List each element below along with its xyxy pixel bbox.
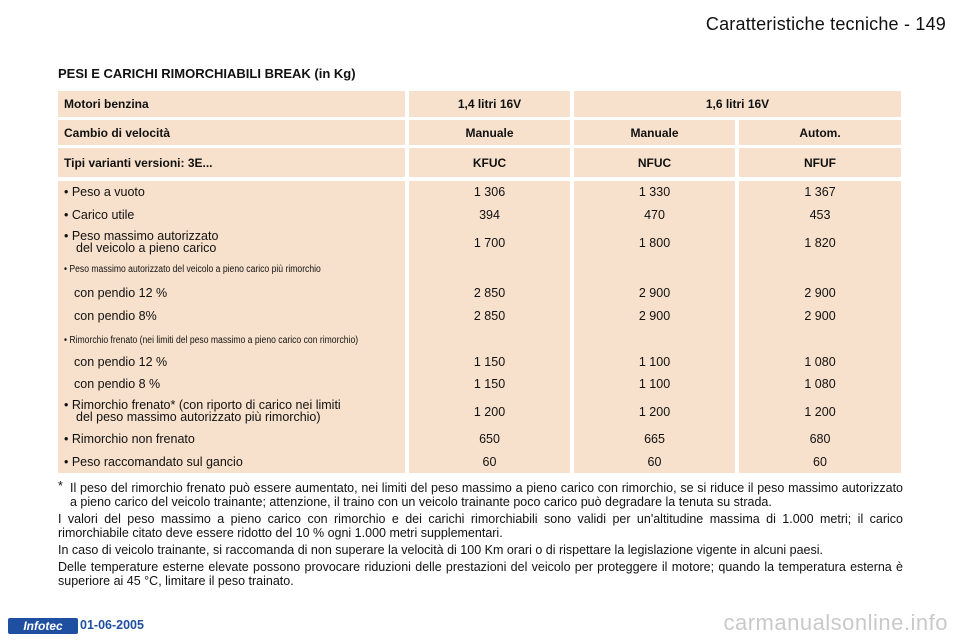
header-engine-16: 1,6 litri 16V bbox=[574, 91, 901, 117]
header-variant-1: KFUC bbox=[409, 148, 570, 177]
table-body bbox=[58, 181, 901, 473]
table-column-bg bbox=[409, 181, 570, 473]
row-value: 1 150 bbox=[473, 355, 506, 369]
table-column-bg bbox=[739, 181, 901, 473]
row-value: 60 bbox=[482, 455, 497, 469]
note-paragraph: Delle temperature esterne elevate possono provocare riduzioni delle prestazioni del veicolo per proteggere il motore; quando la temperatura esterna è superiore ai 45 °C, limitare il peso trainato. bbox=[58, 560, 903, 588]
row-value: 1 100 bbox=[638, 355, 671, 369]
page-header: Caratteristiche tecniche - 149 bbox=[705, 14, 946, 34]
row-value: 2 850 bbox=[473, 286, 506, 300]
note-paragraph: In caso di veicolo trainante, si raccomanda di non superare la velocità di 100 Km orari o di rispettare la legislazione vigente in alcuni paesi. bbox=[58, 543, 824, 557]
row-value: 2 900 bbox=[638, 286, 671, 300]
row-label: con pendio 12 % bbox=[74, 286, 168, 300]
row-value: 1 367 bbox=[804, 185, 836, 199]
footnote-text: Il peso del rimorchio frenato può essere aumentato, nei limiti del peso massimo a pieno carico con rimorchio, se si riduce il peso massimo autorizzato a pieno carico del veicolo trainante; attenzione, il traino con un veicolo trainante poco carico può degradare la tenuta su strada. bbox=[70, 481, 903, 509]
row-value: 1 080 bbox=[804, 355, 836, 369]
note-paragraph: I valori del peso massimo a pieno carico con rimorchio e dei carichi rimorchiabili sono validi per un'altitudine massima di 1.000 metri; il carico rimorchiabile citato deve essere ridotto del 10 % ogni 1.000 metri supplementari. bbox=[58, 512, 903, 540]
row-value: 1 800 bbox=[638, 236, 671, 250]
header-engine-14: 1,4 litri 16V bbox=[409, 91, 570, 117]
watermark: carmanualsonline.info bbox=[723, 610, 948, 635]
row-value: 650 bbox=[479, 432, 500, 446]
row-label-continued: del veicolo a pieno carico bbox=[76, 241, 217, 255]
row-label: • Carico utile bbox=[64, 208, 135, 222]
infotec-logo: Infotec bbox=[8, 618, 78, 634]
header-gearbox-2: Manuale bbox=[574, 120, 735, 145]
footnote bbox=[58, 481, 903, 509]
row-label: con pendio 8% bbox=[74, 309, 157, 323]
header-label: Cambio di velocità bbox=[58, 120, 405, 145]
footnote-marker: * bbox=[58, 479, 63, 493]
row-label: • Rimorchio non frenato bbox=[64, 432, 195, 446]
row-label: • Peso a vuoto bbox=[64, 185, 145, 199]
row-value: 60 bbox=[813, 455, 827, 469]
row-value: 1 200 bbox=[473, 405, 506, 419]
row-value: 1 820 bbox=[804, 236, 836, 250]
row-value: 1 306 bbox=[473, 185, 506, 199]
row-value: 2 900 bbox=[804, 309, 836, 323]
row-value: 1 150 bbox=[473, 377, 506, 391]
header-label: Tipi varianti versioni: 3E... bbox=[58, 148, 405, 177]
header-variant-2: NFUC bbox=[574, 148, 735, 177]
row-label: • Rimorchio frenato* (con riporto di carico nei limiti bbox=[64, 398, 341, 412]
table-header-gearbox bbox=[58, 120, 901, 145]
row-value: 60 bbox=[647, 455, 662, 469]
table-column-bg bbox=[58, 181, 405, 473]
row-label: • Peso massimo autorizzato del veicolo a pieno carico più rimorchio bbox=[64, 264, 321, 275]
table-column-bg bbox=[574, 181, 735, 473]
row-value: 1 080 bbox=[804, 377, 836, 391]
row-label: • Rimorchio frenato (nei limiti del peso massimo a pieno carico con rimorchio) bbox=[64, 335, 359, 346]
row-label: con pendio 8 % bbox=[74, 377, 161, 391]
row-value: 1 330 bbox=[638, 185, 671, 199]
notes-section bbox=[58, 481, 903, 591]
row-label: • Peso massimo autorizzato bbox=[64, 229, 219, 243]
row-label: • Peso raccomandato sul gancio bbox=[64, 455, 243, 469]
row-label-continued: del peso massimo autorizzato più rimorchio) bbox=[76, 410, 321, 424]
header-label: Motori benzina bbox=[58, 91, 405, 117]
header-gearbox-1: Manuale bbox=[409, 120, 570, 145]
table-header-engines bbox=[58, 91, 901, 117]
table-row bbox=[58, 398, 901, 426]
row-value: 1 100 bbox=[638, 377, 671, 391]
row-value: 470 bbox=[644, 208, 665, 222]
row-value: 394 bbox=[479, 208, 500, 222]
row-value: 2 900 bbox=[638, 309, 671, 323]
table-header-variants bbox=[58, 148, 901, 177]
row-value: 1 200 bbox=[638, 405, 671, 419]
footer-date: 01-06-2005 bbox=[80, 618, 144, 632]
row-value: 680 bbox=[809, 432, 831, 446]
row-value: 1 200 bbox=[804, 405, 836, 419]
row-value: 453 bbox=[809, 208, 831, 222]
section-title: PESI E CARICHI RIMORCHIABILI BREAK (in Kg) bbox=[58, 66, 356, 81]
row-value: 2 900 bbox=[804, 286, 836, 300]
row-label: con pendio 12 % bbox=[74, 355, 168, 369]
table-row bbox=[58, 229, 901, 257]
row-value: 665 bbox=[644, 432, 665, 446]
row-value: 2 850 bbox=[473, 309, 506, 323]
row-value: 1 700 bbox=[473, 236, 506, 250]
header-variant-3: NFUF bbox=[739, 148, 901, 177]
header-gearbox-3: Autom. bbox=[739, 120, 901, 145]
